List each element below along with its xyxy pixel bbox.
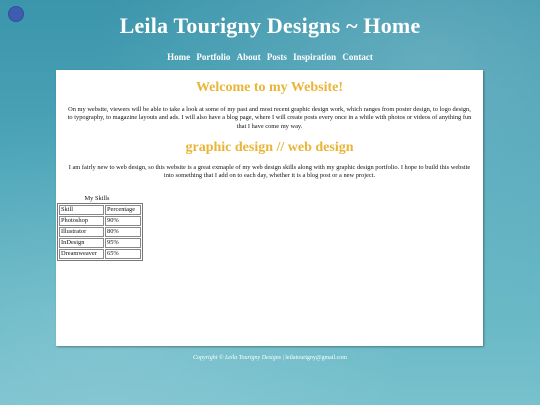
- welcome-heading: Welcome to my Website!: [195, 80, 344, 95]
- footer-separator: |: [282, 355, 284, 361]
- nav-posts[interactable]: Posts: [266, 52, 287, 62]
- nav-about[interactable]: About: [236, 52, 261, 62]
- nav-home[interactable]: Home: [167, 52, 191, 62]
- table-row: [59, 216, 141, 226]
- table-cell: Illustrator: [59, 227, 104, 237]
- nav-inspiration[interactable]: Inspiration: [293, 52, 337, 62]
- welcome-paragraph: On my website, viewers will be able to take a look at some of my past and most recent graphic design work, which ranges from poster design, to logo design, to typography, to magazine layouts and ads. I will also have a blog page, where I will create posts every once in a while with photos or videos of anything fun that I have come my way.: [67, 106, 472, 130]
- skills-table: [57, 203, 143, 261]
- table-cell: Photoshop: [59, 216, 104, 226]
- table-row: [59, 249, 141, 259]
- section-paragraph: I am fairly new to web design, so this website is a great exmaple of my web design skills along with my graphic design portfolio. I hope to build this website into something that I add on to each day, whether it is a blog post or a new project.: [68, 164, 471, 180]
- table-cell: 95%: [105, 238, 141, 248]
- table-cell: InDesign: [59, 238, 104, 248]
- skills-block: [57, 195, 143, 261]
- table-row: [59, 238, 141, 248]
- footer-email[interactable]: leilatourigny@gmail.com: [285, 355, 347, 361]
- main-nav: [0, 52, 540, 62]
- table-header-cell: Skill: [59, 205, 104, 215]
- section-heading: graphic design // web design: [185, 140, 354, 155]
- table-cell: Dreamweaver: [59, 249, 104, 259]
- footer: [0, 355, 540, 361]
- table-cell: 90%: [105, 216, 141, 226]
- footer-copyright: Copyright © Leila Tourigny Designs: [193, 355, 282, 361]
- table-header-row: [59, 205, 141, 215]
- table-row: [59, 227, 141, 237]
- skills-caption: My Skills: [84, 195, 110, 202]
- table-cell: 65%: [105, 249, 141, 259]
- nav-portfolio[interactable]: Portfolio: [196, 52, 231, 62]
- table-header-cell: Percentage: [105, 205, 141, 215]
- table-cell: 80%: [105, 227, 141, 237]
- nav-contact[interactable]: Contact: [342, 52, 373, 62]
- site-title: Leila Tourigny Designs ~ Home: [119, 13, 421, 38]
- content-panel: [56, 70, 483, 346]
